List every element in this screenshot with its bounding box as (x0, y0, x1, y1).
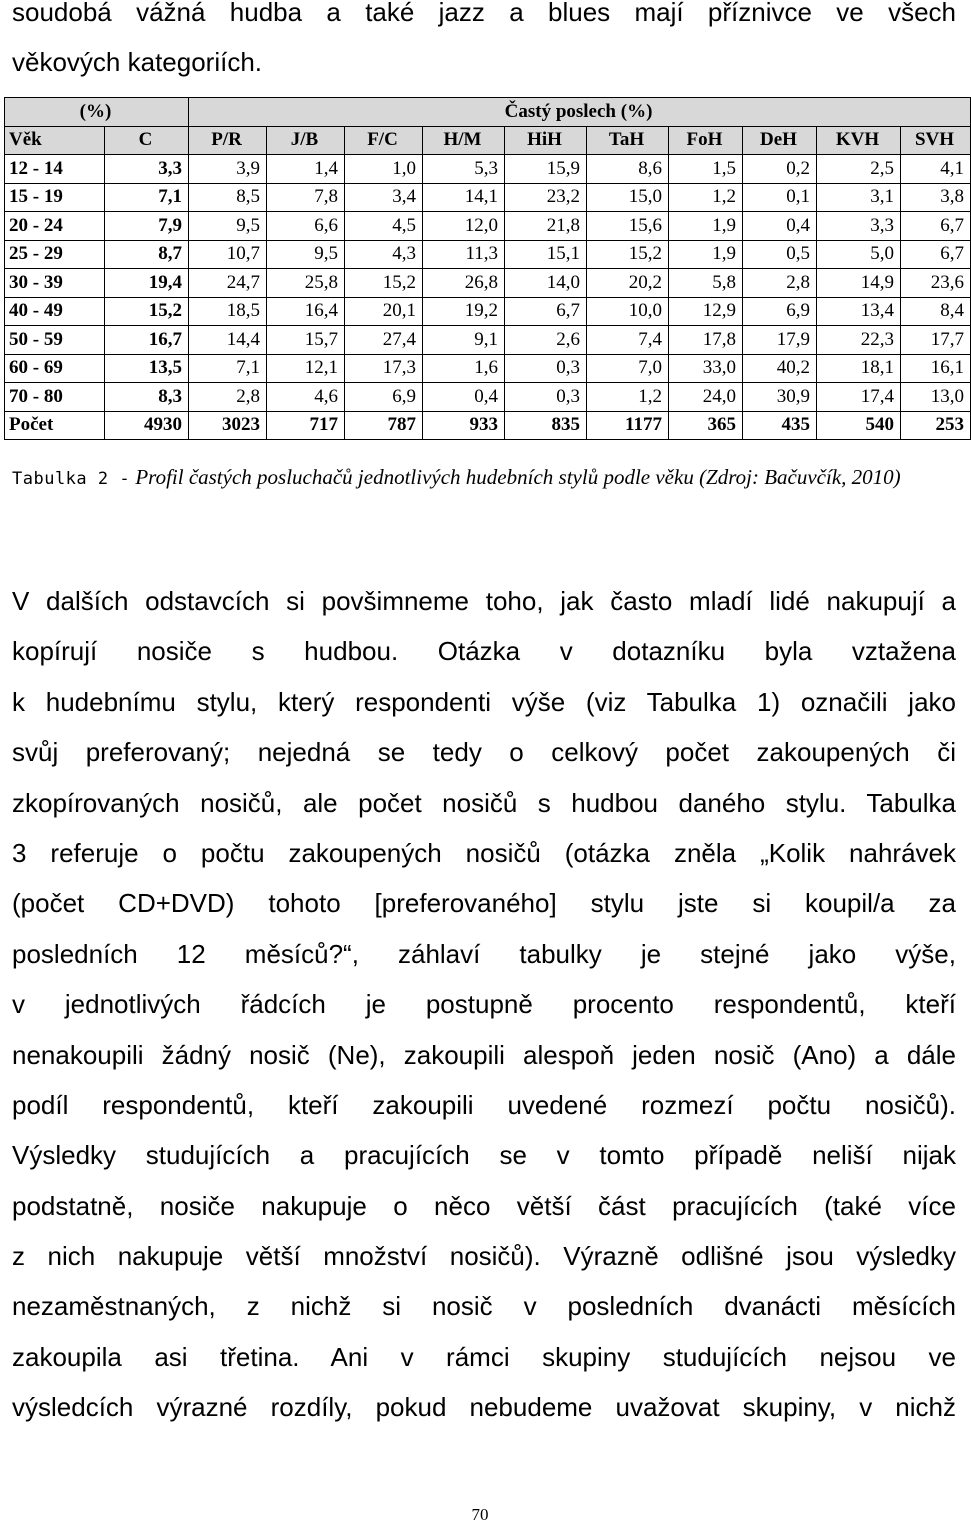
column-header: HiH (505, 126, 587, 155)
body-line: svůj preferovaný; nejedná se tedy o celkový počet zakoupených či (12, 737, 956, 768)
value-cell: 16,4 (267, 297, 345, 326)
value-cell: 22,3 (817, 326, 901, 355)
age-cell: 40 - 49 (5, 297, 105, 326)
age-listening-table (4, 97, 971, 440)
table-row (5, 326, 971, 355)
value-cell: 15,2 (587, 240, 669, 269)
age-cell: 60 - 69 (5, 354, 105, 383)
value-cell: 7,0 (587, 354, 669, 383)
body-line: posledních 12 měsíců?“, záhlaví tabulky je stejné jako výše, (12, 938, 956, 969)
value-cell: 18,1 (817, 354, 901, 383)
column-header: C (105, 126, 189, 155)
value-cell: 0,4 (423, 383, 505, 412)
value-cell: 17,3 (345, 354, 423, 383)
total-cell: 3023 (189, 411, 267, 440)
table-row (5, 269, 971, 298)
column-header: FoH (669, 126, 743, 155)
value-cell: 15,0 (587, 183, 669, 212)
value-cell: 7,4 (587, 326, 669, 355)
body-line: zkopírovaných nosičů, ale počet nosičů s hudbou daného stylu. Tabulka (12, 787, 956, 818)
value-cell: 1,2 (587, 383, 669, 412)
table-row (5, 383, 971, 412)
total-cell: 253 (901, 411, 971, 440)
age-cell: 25 - 29 (5, 240, 105, 269)
value-cell: 2,5 (817, 155, 901, 184)
body-line: výsledcích výrazné rozdíly, pokud nebudeme uvažovat skupiny, v nichž (12, 1392, 956, 1423)
value-cell: 1,9 (669, 240, 743, 269)
value-cell: 14,0 (505, 269, 587, 298)
value-cell: 17,8 (669, 326, 743, 355)
value-cell: 1,5 (669, 155, 743, 184)
total-cell: 4930 (105, 411, 189, 440)
table-row (5, 297, 971, 326)
value-cell: 8,6 (587, 155, 669, 184)
table-group-header: Častý poslech (%) (189, 98, 971, 127)
value-cell: 17,9 (743, 326, 817, 355)
value-cell: 21,8 (505, 212, 587, 241)
value-cell: 20,2 (587, 269, 669, 298)
total-cell: 365 (669, 411, 743, 440)
value-cell: 10,0 (587, 297, 669, 326)
value-cell: 2,8 (189, 383, 267, 412)
value-cell: 1,4 (267, 155, 345, 184)
value-cell: 15,1 (505, 240, 587, 269)
total-cell: 835 (505, 411, 587, 440)
table-body (5, 155, 971, 440)
value-cell: 4,5 (345, 212, 423, 241)
value-cell: 0,3 (505, 354, 587, 383)
intro-line: soudobá vážná hudba a také jazz a blues mají příznivce ve všech (12, 0, 956, 27)
value-cell: 40,2 (743, 354, 817, 383)
total-cell: 435 (743, 411, 817, 440)
body-line: V dalších odstavcích si povšimneme toho, jak často mladí lidé nakupují a (12, 586, 956, 616)
value-cell: 6,7 (505, 297, 587, 326)
body-paragraph (12, 576, 956, 1433)
value-cell: 17,4 (817, 383, 901, 412)
body-line: nezaměstnaných, z nichž si nosič v posledních dvanácti měsících (12, 1291, 956, 1322)
column-header: SVH (901, 126, 971, 155)
table-column-header-row (5, 126, 971, 155)
value-cell: 13,4 (817, 297, 901, 326)
value-cell: 11,3 (423, 240, 505, 269)
value-cell: 5,0 (817, 240, 901, 269)
table-corner-cell: (%) (5, 98, 189, 127)
value-cell: 4,1 (901, 155, 971, 184)
value-cell: 30,9 (743, 383, 817, 412)
value-cell: 3,4 (345, 183, 423, 212)
value-cell: 9,1 (423, 326, 505, 355)
value-cell: 6,9 (743, 297, 817, 326)
value-cell: 1,0 (345, 155, 423, 184)
value-cell: 3,3 (817, 212, 901, 241)
value-cell: 33,0 (669, 354, 743, 383)
value-cell: 8,3 (105, 383, 189, 412)
value-cell: 0,1 (743, 183, 817, 212)
body-line: k hudebnímu stylu, který respondenti výše (viz Tabulka 1) označili jako (12, 686, 956, 717)
page-number: 70 (471, 1505, 489, 1524)
table-row (5, 183, 971, 212)
value-cell: 1,6 (423, 354, 505, 383)
value-cell: 15,2 (345, 269, 423, 298)
age-cell: 20 - 24 (5, 212, 105, 241)
age-cell: 70 - 80 (5, 383, 105, 412)
column-header: H/M (423, 126, 505, 155)
value-cell: 8,5 (189, 183, 267, 212)
caption-text: Profil častých posluchačů jednotlivých hudebních stylů podle věku (Zdroj: Bačuvčík, 2010) (135, 465, 901, 489)
value-cell: 6,6 (267, 212, 345, 241)
value-cell: 14,1 (423, 183, 505, 212)
column-header: Věk (5, 126, 105, 155)
value-cell: 6,9 (345, 383, 423, 412)
value-cell: 14,9 (817, 269, 901, 298)
value-cell: 7,9 (105, 212, 189, 241)
value-cell: 4,3 (345, 240, 423, 269)
value-cell: 15,7 (267, 326, 345, 355)
value-cell: 9,5 (267, 240, 345, 269)
value-cell: 18,5 (189, 297, 267, 326)
column-header: J/B (267, 126, 345, 155)
value-cell: 6,7 (901, 240, 971, 269)
value-cell: 16,1 (901, 354, 971, 383)
value-cell: 15,2 (105, 297, 189, 326)
body-line: 3 referuje o počtu zakoupených nosičů (otázka zněla „Kolik nahrávek (12, 837, 956, 868)
total-cell: 1177 (587, 411, 669, 440)
value-cell: 0,4 (743, 212, 817, 241)
value-cell: 10,7 (189, 240, 267, 269)
body-line: v jednotlivých řádcích je postupně procento respondentů, kteří (12, 989, 956, 1020)
value-cell: 12,1 (267, 354, 345, 383)
value-cell: 15,6 (587, 212, 669, 241)
value-cell: 1,9 (669, 212, 743, 241)
value-cell: 23,6 (901, 269, 971, 298)
value-cell: 12,9 (669, 297, 743, 326)
column-header: DeH (743, 126, 817, 155)
value-cell: 7,1 (105, 183, 189, 212)
total-cell: 717 (267, 411, 345, 440)
age-cell: 50 - 59 (5, 326, 105, 355)
column-header: KVH (817, 126, 901, 155)
value-cell: 6,7 (901, 212, 971, 241)
body-line: z nich nakupuje větší množství nosičů). Výrazně odlišné jsou výsledky (12, 1241, 956, 1272)
value-cell: 7,8 (267, 183, 345, 212)
value-cell: 3,9 (189, 155, 267, 184)
body-line: zakoupila asi třetina. Ani v rámci skupiny studujících nejsou ve (12, 1341, 956, 1372)
table-total-row (5, 411, 971, 440)
column-header: TaH (587, 126, 669, 155)
total-label-cell: Počet (5, 411, 105, 440)
value-cell: 4,6 (267, 383, 345, 412)
total-cell: 787 (345, 411, 423, 440)
value-cell: 3,3 (105, 155, 189, 184)
body-line: podíl respondentů, kteří zakoupili uvedené rozmezí počtu nosičů). (12, 1089, 956, 1120)
body-line: Výsledky studujících a pracujících se v tomto případě neliší nijak (12, 1140, 956, 1171)
column-header: F/C (345, 126, 423, 155)
value-cell: 20,1 (345, 297, 423, 326)
value-cell: 25,8 (267, 269, 345, 298)
value-cell: 19,2 (423, 297, 505, 326)
table-row (5, 354, 971, 383)
value-cell: 16,7 (105, 326, 189, 355)
column-header: P/R (189, 126, 267, 155)
value-cell: 26,8 (423, 269, 505, 298)
value-cell: 7,1 (189, 354, 267, 383)
value-cell: 0,5 (743, 240, 817, 269)
total-cell: 933 (423, 411, 505, 440)
value-cell: 13,5 (105, 354, 189, 383)
value-cell: 14,4 (189, 326, 267, 355)
age-cell: 15 - 19 (5, 183, 105, 212)
value-cell: 9,5 (189, 212, 267, 241)
value-cell: 24,7 (189, 269, 267, 298)
value-cell: 24,0 (669, 383, 743, 412)
table-row (5, 212, 971, 241)
value-cell: 15,9 (505, 155, 587, 184)
table-row (5, 155, 971, 184)
body-line: kopírují nosiče s hudbou. Otázka v dotazníku byla vztažena (12, 636, 956, 667)
value-cell: 12,0 (423, 212, 505, 241)
value-cell: 2,6 (505, 326, 587, 355)
value-cell: 8,7 (105, 240, 189, 269)
table-caption (12, 462, 956, 494)
value-cell: 1,2 (669, 183, 743, 212)
age-cell: 12 - 14 (5, 155, 105, 184)
intro-line: věkových kategoriích. (12, 47, 263, 78)
value-cell: 8,4 (901, 297, 971, 326)
table-group-header-row (5, 98, 971, 127)
body-line: (počet CD+DVD) tohoto [preferovaného] stylu jste si koupil/a za (12, 888, 956, 919)
value-cell: 3,8 (901, 183, 971, 212)
body-line: nenakoupili žádný nosič (Ne), zakoupili alespoň jeden nosič (Ano) a dále (12, 1039, 956, 1070)
table-row (5, 240, 971, 269)
intro-paragraph (12, 0, 956, 88)
value-cell: 5,8 (669, 269, 743, 298)
caption-label: Tabulka 2 - (12, 469, 131, 489)
value-cell: 23,2 (505, 183, 587, 212)
value-cell: 2,8 (743, 269, 817, 298)
body-line: podstatně, nosiče nakupuje o něco větší část pracujících (také více (12, 1190, 956, 1221)
value-cell: 27,4 (345, 326, 423, 355)
value-cell: 3,1 (817, 183, 901, 212)
value-cell: 0,3 (505, 383, 587, 412)
age-cell: 30 - 39 (5, 269, 105, 298)
value-cell: 5,3 (423, 155, 505, 184)
value-cell: 13,0 (901, 383, 971, 412)
total-cell: 540 (817, 411, 901, 440)
value-cell: 19,4 (105, 269, 189, 298)
value-cell: 0,2 (743, 155, 817, 184)
value-cell: 17,7 (901, 326, 971, 355)
